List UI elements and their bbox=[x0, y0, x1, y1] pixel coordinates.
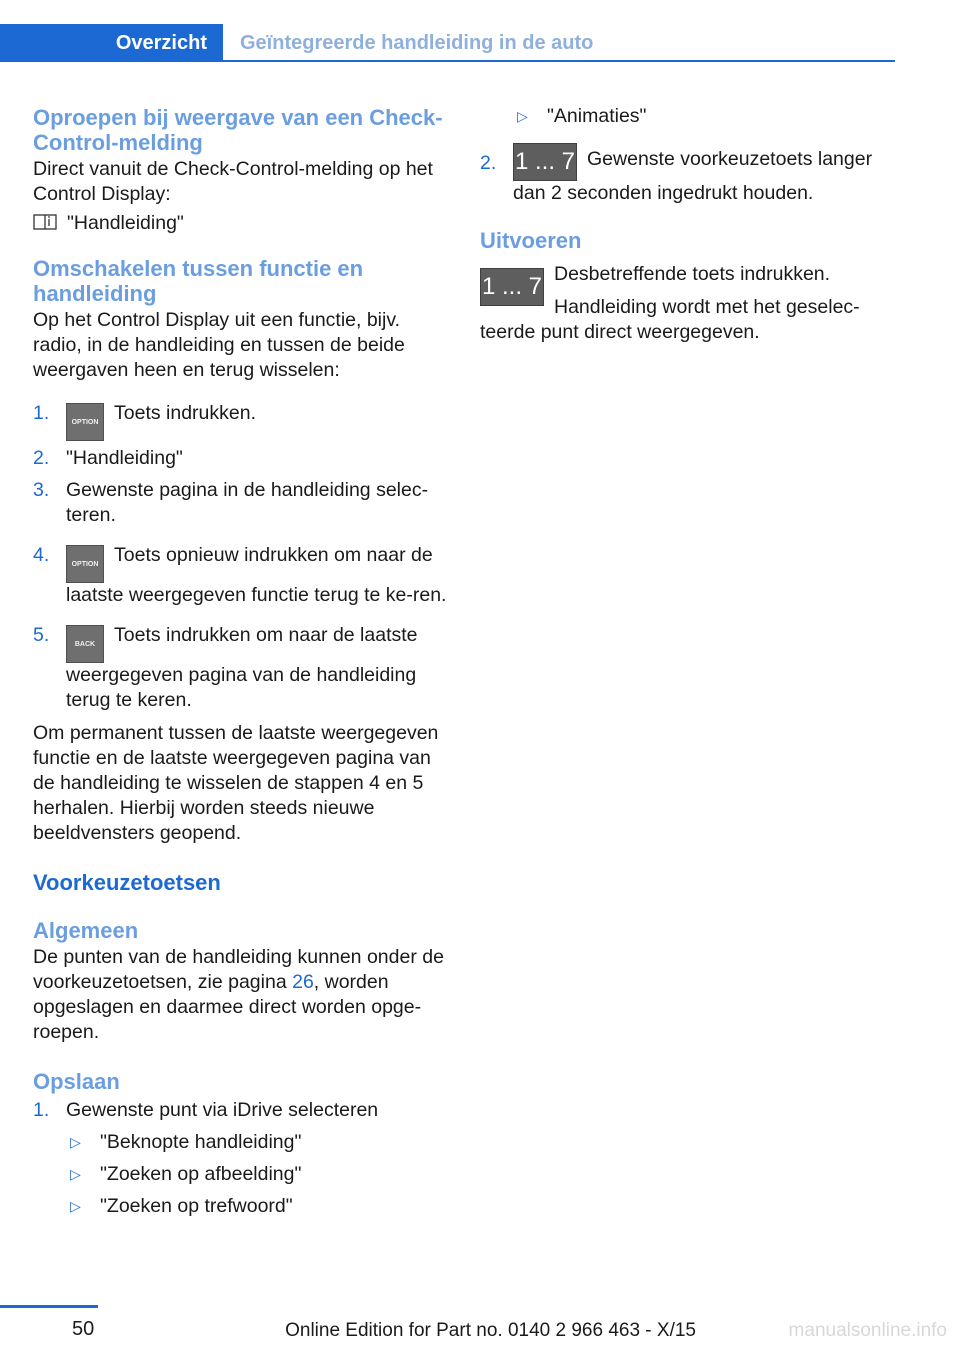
triangle-right-icon: ▷ bbox=[517, 108, 528, 124]
algemeen-text-1: De punten van de handleiding kunnen onder de voorkeuzetoetsen, zie pagina bbox=[33, 946, 444, 993]
heading-voorkeuzetoetsen: Voorkeuzetoetsen bbox=[33, 870, 221, 895]
sub-list-item bbox=[66, 1162, 451, 1187]
sub-item-text: "Animaties" bbox=[547, 105, 647, 127]
footer-rule bbox=[0, 1305, 98, 1308]
step-number: 4. bbox=[33, 544, 50, 566]
page-link[interactable]: 26 bbox=[292, 971, 314, 993]
page-header bbox=[0, 24, 895, 62]
right-column bbox=[480, 100, 890, 345]
uitvoeren-line-1: Desbetreffende toets indrukken. bbox=[554, 263, 831, 285]
step-text: Toets indrukken. bbox=[114, 402, 256, 424]
preset-key-icon: 1 ... 7 bbox=[513, 143, 577, 181]
list-item bbox=[33, 446, 451, 471]
step-number: 2. bbox=[480, 152, 497, 174]
step-number: 1. bbox=[33, 1099, 50, 1121]
sub-list-item bbox=[66, 1194, 451, 1219]
heading-algemeen: Algemeen bbox=[33, 918, 139, 943]
option-button-icon: OPTION bbox=[66, 403, 104, 441]
heading-uitvoeren: Uitvoeren bbox=[480, 228, 582, 253]
step-text: Gewenste voorkeuzetoets langer dan 2 seconden ingedrukt houden. bbox=[513, 148, 873, 204]
step-number: 2. bbox=[33, 447, 50, 469]
section-title[interactable]: Geïntegreerde handleiding in de auto bbox=[240, 31, 594, 54]
uitvoeren-line-2: Handleiding wordt met het geselec‐teerde punt direct weergegeven. bbox=[480, 296, 860, 343]
header-rule bbox=[0, 60, 895, 62]
algemeen-text-2: , worden opgeslagen en daarmee direct worden opge‐roepen. bbox=[33, 971, 422, 1043]
step-text: Gewenste pagina in de handleiding selec‐teren. bbox=[66, 479, 429, 526]
uitvoeren-block bbox=[480, 262, 890, 345]
list-item bbox=[33, 623, 451, 713]
sub-list-item bbox=[66, 1130, 451, 1155]
list-item bbox=[33, 1098, 451, 1123]
list-item bbox=[33, 543, 451, 608]
left-column bbox=[33, 100, 451, 1219]
sub-item-text: "Zoeken op trefwoord" bbox=[100, 1195, 293, 1217]
handbook-item-label: "Handleiding" bbox=[67, 212, 184, 234]
heading-opslaan: Opslaan bbox=[33, 1069, 120, 1094]
option-button-icon: OPTION bbox=[66, 545, 104, 583]
preset-key-icon: 1 ... 7 bbox=[480, 268, 544, 306]
list-item bbox=[480, 143, 890, 206]
back-button-icon: BACK bbox=[66, 625, 104, 663]
triangle-right-icon: ▷ bbox=[70, 1198, 81, 1214]
paragraph-algemeen bbox=[33, 945, 451, 1045]
heading-check-control: Oproepen bij weergave van een Check-Control-melding bbox=[33, 105, 443, 155]
sub-item-text: "Beknopte handleiding" bbox=[100, 1131, 302, 1153]
steps-list bbox=[33, 401, 451, 713]
paragraph-permanent: Om permanent tussen de laatste weergegeven functie en de laatste weergegeven pagina van de handleiding te wisselen de stappen 4 en 5 herhalen. Hierbij worden steeds nieuwe beeldvensters geopend. bbox=[33, 722, 439, 844]
step-number: 3. bbox=[33, 479, 50, 501]
edition-text: Online Edition for Part no. 0140 2 966 463 - X/15 bbox=[285, 1320, 696, 1341]
step-text: Toets opnieuw indrukken om naar de laatste weergegeven functie terug te ke‐ren. bbox=[66, 544, 447, 606]
paragraph-check-control: Direct vanuit de Check-Control-melding op het Control Display: bbox=[33, 158, 433, 205]
handbook-item bbox=[33, 211, 451, 236]
watermark: manualsonline.info bbox=[788, 1320, 947, 1341]
tab-overzicht[interactable] bbox=[0, 24, 223, 62]
sub-item-text: "Zoeken op afbeelding" bbox=[100, 1163, 302, 1185]
step-number: 1. bbox=[33, 402, 50, 424]
book-icon bbox=[33, 213, 57, 231]
page-number: 50 bbox=[72, 1318, 95, 1340]
heading-omschakelen: Omschakelen tussen functie en handleiding bbox=[33, 256, 364, 306]
list-item bbox=[33, 401, 451, 441]
step-number: 5. bbox=[33, 624, 50, 646]
paragraph-omschakelen: Op het Control Display uit een functie, bijv. radio, in de handleiding en tussen de beide weergaven heen en terug wisselen: bbox=[33, 309, 405, 381]
step-text: Gewenste punt via iDrive selecteren bbox=[66, 1099, 379, 1121]
sub-list-item bbox=[513, 104, 890, 129]
list-item bbox=[33, 478, 451, 528]
triangle-right-icon: ▷ bbox=[70, 1166, 81, 1182]
triangle-right-icon: ▷ bbox=[70, 1134, 81, 1150]
step-text: "Handleiding" bbox=[66, 447, 183, 469]
tab-overzicht-label: Overzicht bbox=[115, 31, 207, 54]
step-text: Toets indrukken om naar de laatste weergegeven pagina van de handleiding terug te keren. bbox=[66, 624, 418, 711]
